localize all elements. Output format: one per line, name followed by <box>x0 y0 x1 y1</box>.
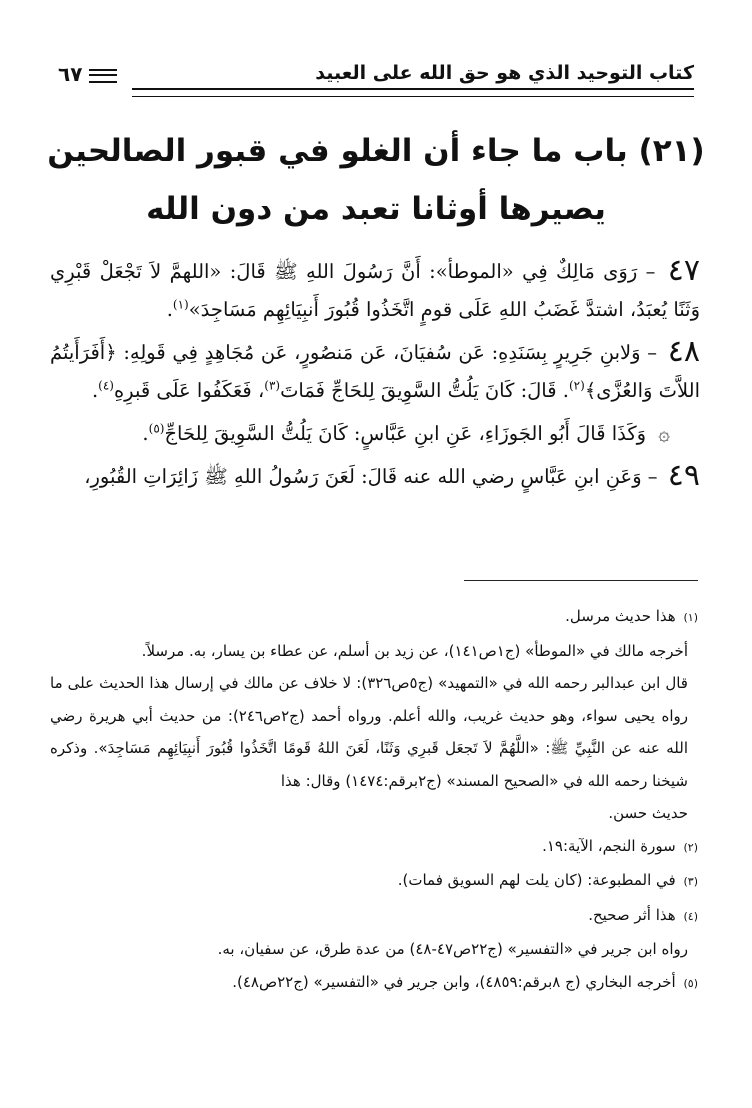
paragraph-text: – وَعَنِ ابنِ عَبَّاسٍ رضي الله عنه قَالَ: لَعَنَ رَسُولُ اللهِ ﷺ زَائِرَاتِ القُبُورِ، <box>84 465 658 488</box>
footnote-3 <box>50 864 698 899</box>
chapter-title-line2: يصيرها أوثانا تعبد من دون الله <box>146 191 606 227</box>
footnote-ref[interactable]: (٤) <box>98 378 114 393</box>
header-rule <box>132 88 694 90</box>
footnote-1-tail: حديث حسن. <box>608 804 688 822</box>
paragraph-text: . قَالَ: كَانَ يَلُتُّ السَّوِيقَ لِلحَاجِّ فَمَاتَ <box>280 379 569 402</box>
paragraph-text: ، فَعَكَفُوا عَلَى قَبرِهِ <box>113 379 265 402</box>
footnote-1-head <box>50 600 698 635</box>
footnote-1-line: أخرجه مالك في «الموطأ» (ج١ص١٤١)، عن زيد بن أسلم، عن عطاء بن يسار، به. مرسلاً. <box>141 641 688 660</box>
footnotes <box>50 600 698 1000</box>
footnote-label: (٥) <box>683 976 698 990</box>
footnote-separator <box>464 580 698 581</box>
chapter-title-line1: (٢١) باب ما جاء أن الغلو في قبور الصالحين <box>47 133 705 169</box>
footnote-text: في المطبوعة: (كان يلت لهم السويق فمات). <box>397 871 676 889</box>
running-title: كتاب التوحيد الذي هو حق الله على العبيد <box>315 62 694 84</box>
footnote-5 <box>50 966 698 1001</box>
paragraph-number: ٤٧ <box>667 253 700 288</box>
footnote-text: سورة النجم، الآية:١٩. <box>542 836 676 855</box>
paragraph-text: – رَوَى مَالِكٌ فِي «الموطأ»: أَنَّ رَسُولَ اللهِ ﷺ قَالَ: «اللهمَّ لاَ تَجْعَلْ قَبْرِي وَثَنًا يُعبَدُ، اشتدَّ غَضَبُ اللهِ عَلَى قومٍ اتَّخَذُوا قُبُورَ أَنبِيَائِهِم مَسَاجِدَ» <box>50 260 700 321</box>
page-number-value: ٦٧ <box>58 62 83 86</box>
paragraph-49 <box>50 457 700 496</box>
footnote-ref[interactable]: (٣) <box>264 378 281 393</box>
footnote-ref[interactable]: (٢) <box>568 378 585 393</box>
chapter-title <box>40 122 712 238</box>
paragraph-text: – وَلابنِ جَرِيرٍ بِسَنَدِهِ: عَن سُفيَانَ، عَن مَنصُورٍ، عَن مُجَاهِدٍ فِي قَولِهِ: ﴿أَفَرَأَيتُمُ اللاَّتَ وَالعُزَّى﴾ <box>50 341 700 402</box>
page-number-ornament <box>89 69 117 83</box>
footnote-2 <box>50 830 698 865</box>
footnote-text: أخرجه البخاري (ج ٨برقم:٤٨٥٩)، وابن جرير في «التفسير» (ج٢٢ص٤٨). <box>232 972 676 991</box>
paragraph-48b: ۞ وَكَذَا قَالَ أَبُو الجَوزَاءِ، عَنِ ابنِ عَبَّاسٍ: كَانَ يَلُتُّ السَّوِيقَ لِلحَاجِّ$^{(٥)}$. <box>142 421 670 445</box>
main-text <box>50 252 700 500</box>
footnote-ref[interactable]: (٥) <box>148 421 165 436</box>
paragraph-47: ٤٧ – رَوَى مَالِكٌ فِي «الموطأ»: أَنَّ رَسُولَ اللهِ ﷺ قَالَ: «اللهمَّ لاَ تَجْعَلْ قَبْرِي وَثَنًا يُعبَدُ، اشتدَّ غَضَبُ اللهِ عَلَى قومٍ اتَّخَذُوا قُبُورَ أَنبِيَائِهِم مَسَاجِدَ»$^{(١)}$. <box>50 253 700 321</box>
footnote-label: (١) <box>683 611 698 624</box>
footnote-4-head <box>50 899 698 934</box>
footnote-verdict: هذا أثر صحيح. <box>588 905 676 924</box>
star-icon: ۞ <box>658 421 670 445</box>
paragraph-number: ٤٨ <box>667 334 700 369</box>
footnote-label: (٤) <box>683 909 698 923</box>
paragraph-text: وَكَذَا قَالَ أَبُو الجَوزَاءِ، عَنِ ابنِ عَبَّاسٍ: كَانَ يَلُتُّ السَّوِيقَ لِلحَاجِّ <box>164 422 647 445</box>
paragraph-48: ٤٨ – وَلابنِ جَرِيرٍ بِسَنَدِهِ: عَن سُفيَانَ، عَن مَنصُورٍ، عَن مُجَاهِدٍ فِي قَولِهِ: ﴿أَفَرَأَيتُمُ اللاَّتَ وَالعُزَّى﴾$^{(٢)}$. قَالَ: كَانَ يَلُتُّ السَّوِيقَ لِلحَاجِّ فَمَاتَ$^{(٣)}$، فَعَكَفُوا عَلَى قَبرِهِ$^{(٤)}$. <box>50 334 700 402</box>
running-header <box>58 58 694 98</box>
footnote-label: (٣) <box>683 875 698 888</box>
page-number <box>58 62 128 86</box>
paragraph-number: ٤٩ <box>667 458 700 493</box>
footnote-label: (٢) <box>683 840 698 854</box>
footnote-1-line: قال ابن عبدالبر رحمه الله في «التمهيد» (ج٥ص٣٢٦): لا خلاف عن مالك في إرسال هذا الحديث على ما رواه يحيى سواء، وهو حديث غريب، والله أعلم. ورواه أحمد (ج٢ص٢٤٦): من حديث أبي هريرة رضي الله عنه عن النَّبِيِّ ﷺ: «اللَّهُمَّ لاَ تَجعَل قَبرِي وَثَنًا، لَعَنَ اللهُ قَومًا اتَّخَذُوا قُبُورَ أَنبِيَائِهِم مَسَاجِدَ». وذكره شيخنا رحمه الله في «الصحيح المسند» (ج٢برقم:١٤٧٤) وقال: هذا <box>50 674 688 790</box>
footnote-4-line: رواه ابن جرير في «التفسير» (ج٢٢ص٤٧-٤٨) من عدة طرق، عن سفيان، به. <box>217 940 688 958</box>
footnote-ref[interactable]: (١) <box>172 297 189 312</box>
footnote-verdict: هذا حديث مرسل. <box>565 607 676 625</box>
